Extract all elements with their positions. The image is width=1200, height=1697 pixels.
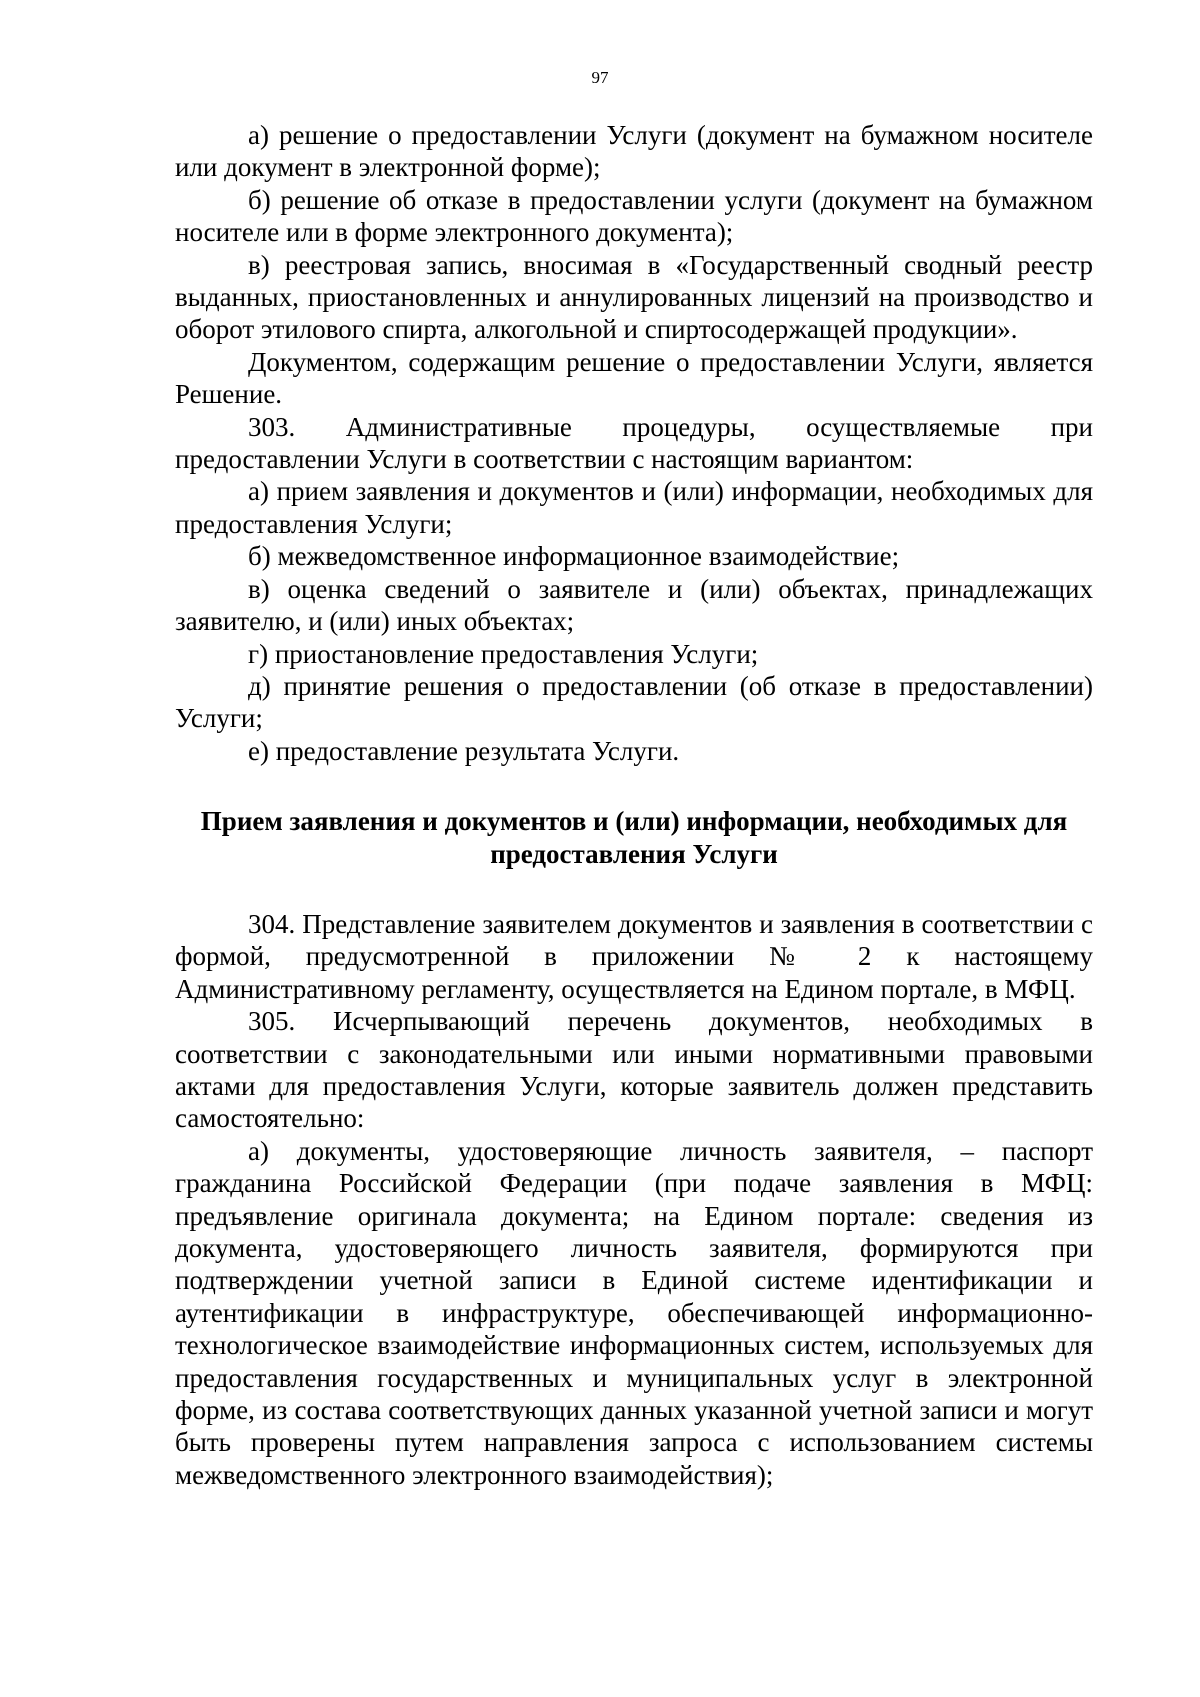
paragraph: 305. Исчерпывающий перечень документов, необходимых в соответствии с законодательными или иными нормативными правовыми актами для предоставления Услуги, которые заявитель должен представить самостоятельно: (175, 1006, 1093, 1134)
paragraph: в) оценка сведений о заявителе и (или) объектах, принадлежащих заявителю, и (или) иных объектах; (175, 573, 1093, 637)
paragraph: а) документы, удостоверяющие личность заявителя, – паспорт гражданина Российской Федерации (при подаче заявления в МФЦ: предъявление оригинала документа; на Едином портале: сведения из документа, удостоверяющего личность заявителя, формируются при подтверждении учетной записи в Единой системе идентификации и аутентификации в инфраструктуре, обеспечивающей информационно-технологическое взаимодействие информационных систем, используемых для предоставления государственных и муниципальных услуг в электронной форме, из состава соответствующих данных указанной учетной записи и могут быть проверены путем направления запроса с использованием системы межведомственного электронного взаимодействия); (175, 1135, 1093, 1490)
paragraph: е) предоставление результата Услуги. (248, 735, 680, 766)
paragraph: б) решение об отказе в предоставлении услуги (документ на бумажном носителе или в форме электронного документа); (175, 184, 1093, 248)
paragraph: в) реестровая запись, вносимая в «Государственный сводный реестр выданных, приостановленных и аннулированных лицензий на производство и оборот этилового спирта, алкогольной и спиртосодержащей продукции». (175, 249, 1093, 345)
paragraph: д) принятие решения о предоставлении (об отказе в предоставлении) Услуги; (175, 670, 1093, 734)
paragraph: г) приостановление предоставления Услуги; (248, 638, 759, 669)
page-content (175, 119, 1093, 1491)
section-heading: Прием заявления и документов и (или) информации, необходимых для предоставления Услуги (200, 806, 1068, 869)
paragraph: 303. Административные процедуры, осуществляемые при предоставлении Услуги в соответствии с настоящим вариантом: (175, 411, 1093, 475)
paragraph: 304. Представление заявителем документов и заявления в соответствии с формой, предусмотренной в приложении № 2 к настоящему Административному регламенту, осуществляется на Едином портале, в МФЦ. (175, 908, 1093, 1004)
paragraph: а) решение о предоставлении Услуги (документ на бумажном носителе или документ в электронной форме); (175, 120, 1093, 183)
paragraph: Документом, содержащим решение о предоставлении Услуги, является Решение. (175, 346, 1093, 410)
paragraph: б) межведомственное информационное взаимодействие; (248, 541, 900, 572)
paragraph: а) прием заявления и документов и (или) информации, необходимых для предоставления Услуги; (175, 476, 1093, 539)
page-number: 97 (591, 68, 609, 87)
